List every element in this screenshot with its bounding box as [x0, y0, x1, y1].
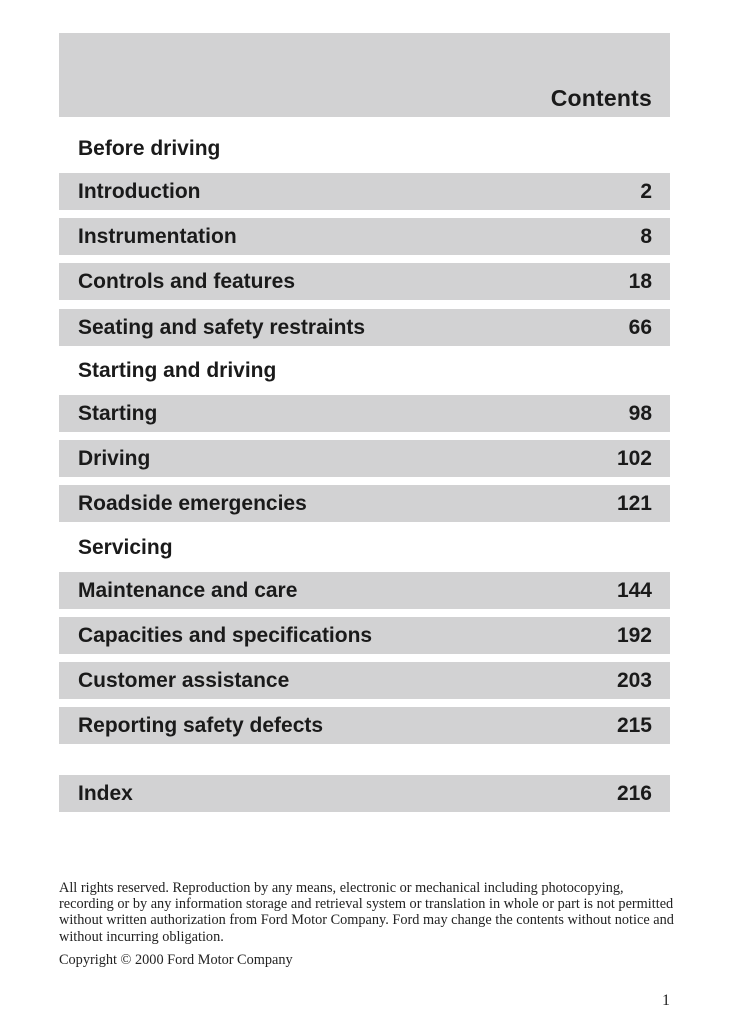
- toc-entry-label: Roadside emergencies: [78, 491, 307, 515]
- toc-entry-label: Customer assistance: [78, 668, 290, 692]
- toc-entry-page: 98: [628, 401, 652, 425]
- toc-entry-instrumentation[interactable]: [59, 218, 670, 255]
- toc-entry-controls-and-features[interactable]: [59, 263, 670, 300]
- section-heading-before-driving: Before driving: [78, 137, 221, 160]
- toc-entry-starting[interactable]: [59, 395, 670, 432]
- toc-entry-page: 66: [628, 315, 652, 339]
- toc-entry-label: Maintenance and care: [78, 578, 298, 602]
- toc-entry-label: Introduction: [78, 179, 201, 203]
- copyright-notice: Copyright © 2000 Ford Motor Company: [59, 952, 293, 968]
- toc-entry-roadside-emergencies[interactable]: [59, 485, 670, 522]
- toc-entry-page: 121: [616, 491, 652, 515]
- toc-entry-label: Index: [78, 781, 133, 805]
- toc-entry-capacities-and-specifications[interactable]: [59, 617, 670, 654]
- toc-entry-page: 8: [640, 224, 652, 248]
- toc-entry-label: Reporting safety defects: [78, 713, 324, 737]
- contents-header-band: [59, 33, 670, 117]
- toc-entry-label: Controls and features: [78, 269, 296, 293]
- legal-notice: All rights reserved. Reproduction by any means, electronic or mechanical including photocopying, recording or by any information storage and retrieval system or translation in whole or part is not permitted without written authorization from Ford Motor Company. Ford may change the contents without notice and without incurring obligation.: [59, 880, 674, 945]
- toc-entry-reporting-safety-defects[interactable]: [59, 707, 670, 744]
- page-number: 1: [662, 992, 670, 1009]
- toc-entry-label: Capacities and specifications: [78, 623, 373, 647]
- toc-entry-label: Starting: [78, 401, 158, 425]
- toc-entry-page: 144: [616, 578, 652, 602]
- toc-entry-page: 102: [616, 446, 652, 470]
- toc-entry-page: 216: [616, 781, 652, 805]
- toc-entry-customer-assistance[interactable]: [59, 662, 670, 699]
- page-title: Contents: [550, 85, 652, 111]
- toc-entry-introduction[interactable]: [59, 173, 670, 210]
- toc-entry-page: 192: [616, 623, 652, 647]
- toc-entry-label: Seating and safety restraints: [78, 315, 366, 339]
- toc-entry-label: Instrumentation: [78, 224, 237, 248]
- toc-entry-page: 203: [616, 668, 652, 692]
- section-heading-servicing: Servicing: [78, 536, 173, 559]
- toc-entry-page: 18: [628, 269, 652, 293]
- toc-entry-seating-and-safety-restraints[interactable]: [59, 309, 670, 346]
- toc-entry-driving[interactable]: [59, 440, 670, 477]
- toc-entry-page: 2: [640, 179, 652, 203]
- toc-entry-page: 215: [616, 713, 652, 737]
- toc-entry-index[interactable]: [59, 775, 670, 812]
- toc-entry-maintenance-and-care[interactable]: [59, 572, 670, 609]
- section-heading-starting-and-driving: Starting and driving: [78, 359, 277, 382]
- toc-entry-label: Driving: [78, 446, 151, 470]
